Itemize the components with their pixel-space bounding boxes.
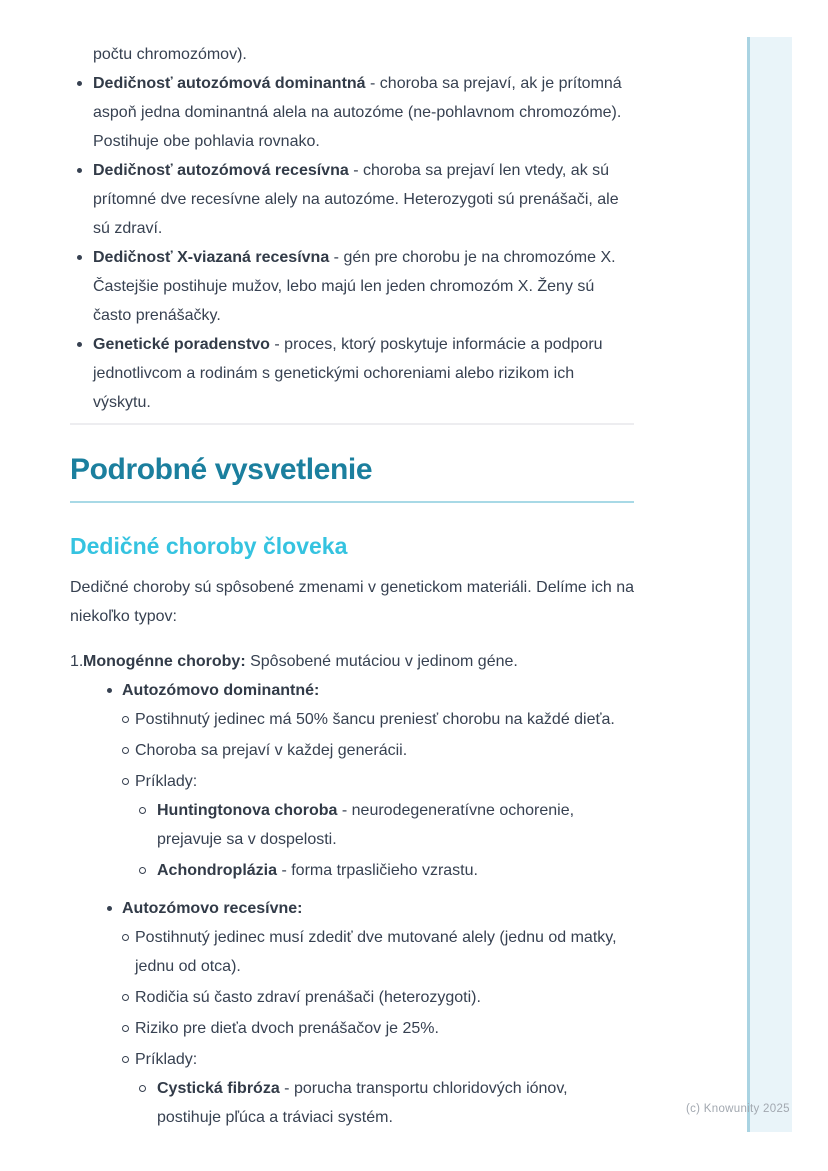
- point-item: Príklady: Cystická fibróza - porucha transportu chloridových iónov, postihuje pľúca a tráviaci systém.: [122, 1045, 634, 1132]
- definition-term: Dedičnosť autozómová dominantná: [93, 75, 366, 92]
- section-divider: [70, 423, 634, 425]
- sub-list: [83, 676, 634, 1132]
- example-list: [135, 796, 634, 885]
- intro-paragraph: Dedičné choroby sú spôsobené zmenami v genetickom materiáli. Delíme ich na niekoľko typov:: [70, 579, 634, 625]
- section-heading: Podrobné vysvetlenie: [70, 451, 634, 503]
- page-edge-accent-bar: [747, 37, 792, 1132]
- example-item: Huntingtonova choroba - neurodegeneratívne ochorenie, prejavuje sa v dospelosti.: [135, 796, 634, 854]
- example-item: Cystická fibróza - porucha transportu chloridových iónov, postihuje pľúca a tráviaci systém.: [135, 1074, 634, 1132]
- numbered-item-number: 1.: [70, 653, 84, 670]
- numbered-list: [70, 647, 634, 1132]
- definition-item: Dedičnosť X-viazaná recesívna - gén pre chorobu je na chromozóme X. Častejšie postihuje mužov, lebo majú len jeden chromozóm X. Ženy sú často prenášačky.: [70, 243, 634, 330]
- definition-item: Genetické poradenstvo - proces, ktorý poskytuje informácie a podporu jednotlivcom a rodinám s genetickými ochoreniami alebo rizikom ich výskytu.: [70, 330, 634, 417]
- example-term: Achondroplázia: [157, 862, 278, 879]
- continued-text: počtu chromozómov).: [93, 46, 247, 63]
- sub-list-item: [83, 894, 634, 1132]
- example-item: Achondroplázia - forma trpasličieho vzrastu.: [135, 856, 634, 885]
- point-item: Príklady: Huntingtonova choroba - neurodegeneratívne ochorenie, prejavuje sa v dospelosti. Achondroplázia - forma trpasličieho vzrastu.: [122, 767, 634, 885]
- example-term: Cystická fibróza: [157, 1080, 280, 1097]
- document-content: [70, 40, 634, 1132]
- point-item: Postihnutý jedinec má 50% šancu preniesť chorobu na každé dieťa.: [122, 705, 634, 734]
- point-item: Choroba sa prejaví v každej generácii.: [122, 736, 634, 765]
- definition-term: Dedičnosť X-viazaná recesívna: [93, 249, 330, 266]
- definition-term: Dedičnosť autozómová recesívna: [93, 162, 349, 179]
- sub-list-term: Autozómovo dominantné:: [122, 682, 320, 699]
- example-term: Huntingtonova choroba: [157, 802, 338, 819]
- definition-item: Dedičnosť autozómová recesívna - choroba sa prejaví len vtedy, ak sú prítomné dve recesívne alely na autozóme. Heterozygoti sú prenášači, ale sú zdraví.: [70, 156, 634, 243]
- numbered-item: 1. Monogénne choroby: Spôsobené mutáciou v jedinom géne. Autozómovo dominantné: Postihnutý jedinec má 50% šancu preniesť chorobu na každé dieťa. Choroba sa prejaví v každej generácii. Príklady: Huntingtonova choroba - neurodegeneratívne ochorenie, prejavuje sa v dospelosti. Achondroplázia - forma trpasličieho vzrastu. Autozómovo recesívne: Postihnutý jedinec musí zdediť dve mutované alely (jednu od matky, jednu od otca). Rodičia sú často zdraví prenášači (heterozygoti). Riziko pre dieťa dvoch prenášačov je 25%. Príklady: Cystická fibróza - porucha transportu chloridových iónov, postihuje pľúca a tráviaci systém.: [70, 647, 634, 1132]
- point-item: Postihnutý jedinec musí zdediť dve mutované alely (jednu od matky, jednu od otca).: [122, 923, 634, 981]
- sub-list-term: Autozómovo recesívne:: [122, 900, 303, 917]
- point-item: Rodičia sú často zdraví prenášači (heterozygoti).: [122, 983, 634, 1012]
- point-list: [122, 705, 634, 885]
- definition-term: Genetické poradenstvo: [93, 336, 270, 353]
- point-item: Riziko pre dieťa dvoch prenášačov je 25%.: [122, 1014, 634, 1043]
- example-list: [135, 1074, 634, 1132]
- sub-list-item: [83, 676, 634, 885]
- definition-item: Dedičnosť autozómová dominantná - choroba sa prejaví, ak je prítomná aspoň jedna dominantná alela na autozóme (ne-pohlavnom chromozóme). Postihuje obe pohlavia rovnako.: [70, 69, 634, 156]
- watermark: (c) Knowunity 2025: [686, 1103, 790, 1115]
- subsection-heading: Dedičné choroby človeka: [70, 533, 348, 559]
- definition-list: [70, 69, 634, 417]
- point-list: [122, 923, 634, 1132]
- numbered-item-term: Monogénne choroby:: [83, 653, 246, 670]
